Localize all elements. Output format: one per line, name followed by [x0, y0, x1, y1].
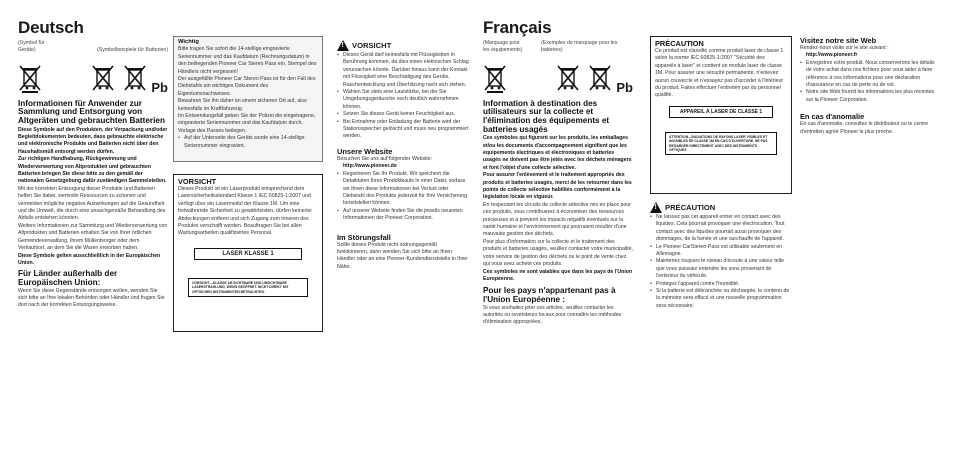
- de-vorsicht2-heading: [337, 40, 469, 51]
- fr-bin-symbols: [483, 56, 633, 94]
- de-symbol-caption-equipment: (Symbol für Geräte): [18, 40, 45, 54]
- fr-laser-class-label: APPAREIL À LASER DE CLASSE 1: [669, 106, 773, 118]
- pb-symbol: Pb: [616, 79, 633, 95]
- de-vorsicht-box: [173, 174, 323, 332]
- de-outside-paragraph: Wenn Sie diese Gegenstände entsorgen wollen, wenden Sie sich bitte an Ihre lokalen Behörden oder Händler und fragen Sie dort nach der korrekten Entsorgungsweise.: [18, 287, 165, 309]
- fr-outside-paragraph: Si vous souhaitez jeter ces articles, veuillez contacter les autorités ou revendeurs locaux pour connaître les méthodes d'élimination appropriées.: [483, 304, 622, 326]
- list-item: • Registrieren Sie Ihr Produkt. Wir speichern die Detaildaten Ihres Produktkaufs in einer Datei, sodass wir Ihnen diese Informationen bei Verlust oder Diebstahl des Produkts jederzeit für Ihre Versicherung bereitstellen können.: [337, 171, 469, 208]
- fr-precaution2-list: [650, 214, 792, 310]
- list-item: • Bei Entnahme oder Entladung der Batterie wird der Stationsspeicher gelöscht und muss neu programmiert werden.: [337, 119, 469, 141]
- fr-column-1: [483, 18, 633, 327]
- crossed-bin-icon: [556, 64, 580, 94]
- crossed-bin-icon: [18, 64, 42, 94]
- de-bin-symbols: [18, 56, 168, 94]
- de-symbol-caption-batteries: (Symbolbeispiele für Batterien): [97, 47, 168, 53]
- list-item: • Si la batterie est débranchée ou déchargée, le contenu de la mémoire sera effacé et une nouvelle programmation sera nécessaire.: [650, 288, 792, 310]
- de-website-heading: Unsere Website: [337, 146, 393, 156]
- fr-symbol-caption-equipment: (Marquage pour les équipements): [483, 40, 523, 54]
- pb-symbol: Pb: [151, 79, 168, 95]
- de-wichtig-item: • Auf der Unterseite des Geräts wurde eine 14-stellige Seriennummer eingraviert.: [178, 135, 318, 150]
- fr-anomalie-paragraph: En cas d'anomalie, consultez le distributeur ou le centre d'entretien agréé Pioneer le plus proche.: [800, 121, 929, 135]
- list-item: • Maintenez toujours le niveau d'écoute à une valeur telle que vous puissiez entendre les sons provenant de l'extérieur du véhicule.: [650, 258, 792, 280]
- list-item: • Setzen Sie dieses Gerät keiner Feuchtigkeit aus.: [337, 111, 469, 118]
- fr-precaution-paragraph: Ce produit est classifié comme produit laser de classe 1 selon la norme IEC 60825-1:2007 "Sécurité des appareils à laser" et contient un module laser de classe 1M. Pour assurer une sécurité permanente, n'enlevez aucun couvercle et n'essayez pas d'accéder à l'intérieur du produit. Faites effectuer l'entretien par du personnel qualifié.: [655, 48, 784, 99]
- de-vorsicht2-list: [337, 52, 469, 141]
- fr-column-2: [650, 36, 792, 310]
- fr-precaution2-heading: [650, 202, 792, 213]
- de-wichtig-title: Wichtig: [178, 39, 199, 45]
- de-vorsicht-paragraph: Dieses Produkt ist ein Laserprodukt entsprechend dem Lasersicherheitsstandard Klasse 1 IEC 60825-1:2007 und verfügt über ein Lasermodul der Klasse 1M. Um eine fortwährende Sicherheit zu gewährleisten, dürfen keinerlei Abdeckungen entfernt und sich Zugang zum Inneren des Produkts verschafft werden. Beauftragen Sie bei allen Wartungsarbeiten qualifiziertes Personal.: [178, 186, 312, 237]
- de-wichtig-p3: Bewahren Sie ihn daher an einem sicheren Ort auf, also keinesfalls im Kraftfahrzeug.: [178, 98, 307, 112]
- fr-info-bold-3: Ces symboles ne sont valables que dans les pays de l'Union Européenne.: [483, 268, 633, 282]
- fr-anomalie-heading: En cas d'anomalie: [800, 112, 865, 122]
- de-stoerung-paragraph: Sollte dieses Produkt nicht ordnungsgemäß funktionieren, dann wenden Sie sich bitte an Ihren Händler oder an eine Pioneer-Kundendienststelle in Ihrer Nähe.: [337, 241, 468, 270]
- crossed-bin-icon: [483, 64, 507, 94]
- de-laser-warning-label: VORSICHT—KLASSE 1M SICHTBARE UND UNSICHTBARE LASERSTRAHLUNG, WENN GEÖFFNET. NICHT DIREKT MIT OPTISCHEN INSTRUMENTEN BETRACHTEN.: [188, 278, 308, 297]
- de-info-bold-1: Diese Symbole auf den Produkten, der Verpackung und/oder Begleitdokumenten bedeuten, dass gebrauchte elektrische und elektronische Produkte und Batterien nicht über den Haushaltsmüll entsorgt werden dürfen.: [18, 126, 168, 155]
- list-item: • Wählen Sie stets eine Lautstärke, bei der Sie Umgebungsgeräusche noch deutlich wahrnehmen können.: [337, 89, 469, 111]
- crossed-bin-icon: [588, 64, 612, 94]
- de-vorsicht2-title: VORSICHT: [352, 41, 392, 50]
- de-info-bold-3: Diese Symbole gelten ausschließlich in der Europäischen Union.: [18, 252, 161, 266]
- fr-symbol-caption-batteries: (Exemples de marquage pour les batteries): [541, 40, 618, 54]
- list-item: • Ne laissez pas cet appareil entrer en contact avec des liquides. Cela pourrait provoquer une électrocution. Tout contact avec des liquides pourrait aussi provoquer des dommages, de la fumée et une surchauffe de l'appareil.: [650, 214, 792, 244]
- fr-website-url[interactable]: http://www.pioneer.fr: [806, 52, 858, 59]
- de-outside-heading: Für Länder außerhalb der Europäischen Union:: [18, 269, 118, 287]
- de-vorsicht-title: VORSICHT: [178, 177, 217, 186]
- fr-title: Français: [483, 18, 552, 37]
- de-info-bold-2: Zur richtigen Handhabung, Rückgewinnung und Wiederverwertung von Altprodukten und gebrauchten Batterien bringen Sie diese bitte zu den gemäß der nationalen Gesetzgebung dafür zuständigen Sammelstellen.: [18, 156, 167, 185]
- fr-info-paragraph-1: En respectant les circuits de collecte sélective mis en place pour ces produits, vous contribuerez à économiser des ressources précieuses et à prévenir les impacts négatifs éventuels sur la santé humaine et l'environnement qui pourraient résulter d'une mauvaise gestion des déchets.: [483, 201, 631, 238]
- de-website-list: [337, 171, 469, 223]
- de-wichtig-p2: Der ausgefüllte Pioneer Car Stereo Pass ist für den Fall des Diebstahls ein wichtiges Dokument des Eigentumsnachweises.: [178, 76, 316, 97]
- de-info-paragraph-1: Mit der korrekten Entsorgung dieser Produkte und Batterien helfen Sie dabei, wertvolle Ressourcen zu schonen und vermeiden mögliche negative Auswirkungen auf die Gesundheit und die Umwelt, die durch eine unsachgemäße Behandlung des Abfalls entstehen könnten.: [18, 185, 166, 222]
- fr-outside-heading: Pour les pays n'appartenant pas à l'Union Européenne :: [483, 286, 616, 304]
- de-info-paragraph-2: Weitere Informationen zur Sammlung und Wiederverwertung von Altprodukten und Batterien erhalten Sie von Ihrer örtlichen Gemeindeverwaltung, Ihrem Müllentsorger oder dem Verkaufsort, an dem Sie die Waren erworben haben.: [18, 222, 168, 252]
- list-item: • Auf unserer Website finden Sie die jeweils neuesten Informationen der Pioneer Corporation.: [337, 208, 469, 223]
- list-item: • Le Pioneer CarStereo-Pass est utilisable seulement en Allemagne.: [650, 244, 792, 259]
- fr-website-paragraph: Rendez-nous visite sur le site suivant :: [800, 45, 889, 51]
- fr-website-heading: Visitez notre site Web: [800, 36, 877, 45]
- warning-triangle-icon: [650, 202, 662, 213]
- fr-info-bold-1: Ces symboles qui figurent sur les produits, les emballages et/ou les documents d'accompagnement signifient que les équipements électriques et électroniques et batteries usagés ne doivent pas être jetés avec les déchets ménagers et font l'objet d'une collecte sélective.: [483, 135, 632, 171]
- de-wichtig-box: [173, 36, 323, 162]
- crossed-bin-icon: [123, 64, 147, 94]
- de-info-heading: Informationen für Anwender zur Sammlung und Entsorgung von Altgeräten und gebrauchten Batterien: [18, 98, 165, 125]
- fr-website-list: [800, 60, 936, 104]
- warning-triangle-icon: [337, 40, 349, 51]
- list-item: • Notre site Web fournit les informations les plus récentes sur la Pioneer Corporation.: [800, 89, 936, 104]
- de-column-1: [18, 18, 168, 310]
- fr-precaution-box: [650, 36, 792, 194]
- crossed-bin-icon: [91, 64, 115, 94]
- de-laser-class-label: LASER KLASSE 1: [194, 248, 302, 260]
- de-wichtig-p4: Im Entwendungsfall geben Sie der Polizei die eingetragene, eingravierte Seriennummer und das Kaufdatum durch. Vorlage des Passes beilegen.: [178, 113, 316, 134]
- de-website-url[interactable]: http://www.pioneer.de: [343, 163, 397, 170]
- de-stoerung-heading: Im Störungsfall: [337, 232, 391, 242]
- de-wichtig-p1: Bitte tragen Sie sofort die 14-stellige eingravierte Seriennummer und das Kaufdatum (Rechnungsdatum) in den beiliegenden Pioneer Car Stereo Pass ein. Stempel des Händlers nicht vergessen!: [178, 46, 317, 75]
- de-column-3: [337, 40, 469, 271]
- fr-precaution2-title: PRÉCAUTION: [665, 203, 716, 212]
- fr-laser-warning-label: ATTENTION—RADIATIONS DE RAYONS LASER VISIBLES ET INVISIBLES DE CLASSE 1M EN CAS D'OUVERTURE. NE PAS REGARDER DIRECTEMENT AVEC DES INSTRUMENTS OPTIQUES.: [665, 132, 777, 156]
- fr-precaution-title: PRÉCAUTION: [655, 39, 704, 48]
- fr-info-heading: Information à destination des utilisateurs sur la collecte et l'élimination des équipements et batteries usagés: [483, 98, 610, 134]
- list-item: • Dieses Gerät darf keinesfalls mit Flüssigkeiten in Berührung kommen, da dies einen elektrischen Schlag verursachen könnte. Darüber hinaus kann der Kontakt mit Flüssigkeit eine Beschädigung des Geräts, Rauchentwicklung und Überhitzung nach sich ziehen.: [337, 52, 469, 89]
- de-website-paragraph: Besuchen Sie uns auf folgender Website:: [337, 155, 433, 162]
- fr-column-3: [800, 36, 936, 136]
- fr-info-bold-2: Pour assurer l'enlèvement et le traitement appropriés des produits et batteries usagés, merci de les retourner dans les points de collecte sélective habilités conformément à la législation locale en vigueur.: [483, 172, 632, 201]
- list-item: • Enregistrez votre produit. Nous conserverons les détails de votre achat dans nos fichiers pour vous aider à faire référence à ces informations pour une déclaration d'assurance en cas de perte ou de vol.: [800, 60, 936, 90]
- de-title: Deutsch: [18, 18, 84, 37]
- list-item: • Protégez l'appareil contre l'humidité.: [650, 281, 792, 288]
- de-column-2: [173, 36, 323, 332]
- fr-info-paragraph-2: Pour plus d'information sur la collecte et le traitement des produits et batteries usagés, veuillez contacter votre municipalité, votre service de gestion des déchets ou le point de vente chez qui vous avez acheté ces produits.: [483, 238, 633, 268]
